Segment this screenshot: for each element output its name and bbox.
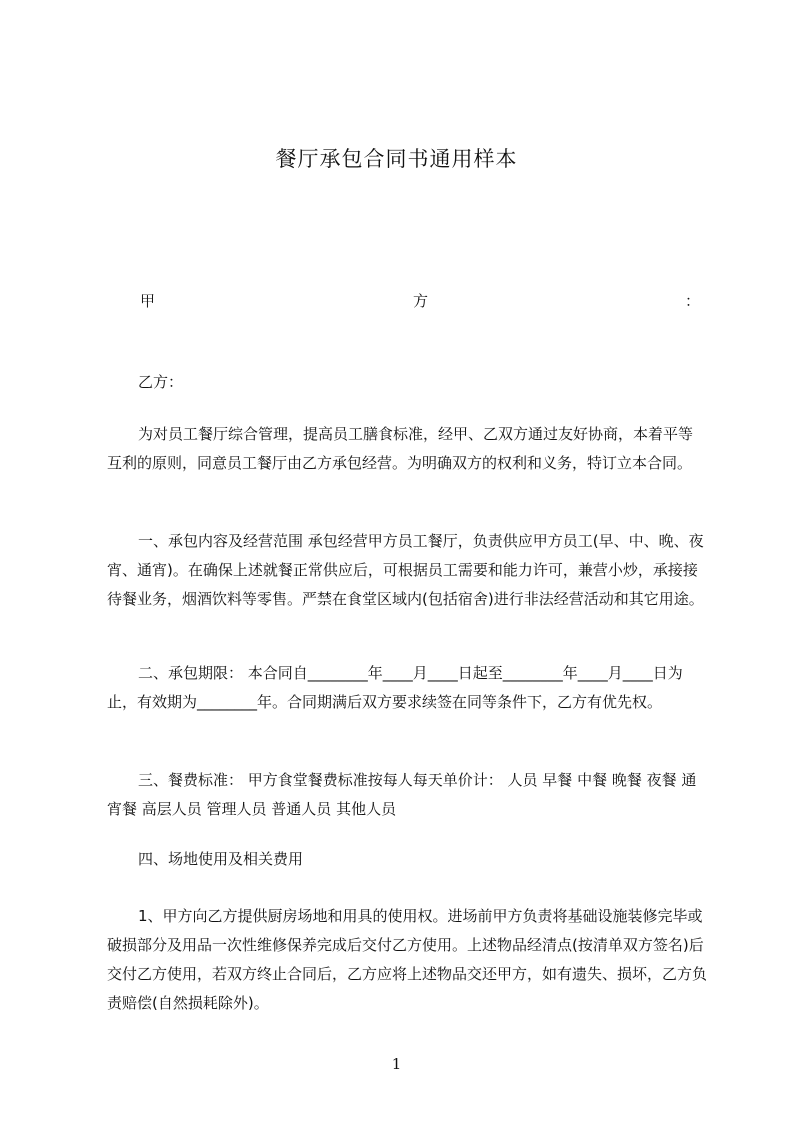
section-4-item-1-paragraph	[107, 902, 707, 1018]
section-4-heading	[107, 845, 707, 874]
intro-text: 为对员工餐厅综合管理，提高员工膳食标准，经甲、乙双方通过友好协商，本着平等互利的原则，同意员工餐厅由乙方承包经营。为明确双方的权利和义务，特订立本合同。	[107, 425, 694, 472]
section-4-heading-text: 四、场地使用及相关费用	[138, 850, 304, 868]
section-3-paragraph	[107, 766, 707, 824]
section-1-paragraph	[107, 527, 707, 614]
section-4-item-1-text: 1、甲方向乙方提供厨房场地和用具的使用权。进场前甲方负责将基础设施装修完毕或破损部分及用品一次性维修保养完成后交付乙方使用。上述物品经清点(按清单双方签名)后交付乙方使用，若双方终止合同后，乙方应将上述物品交还甲方，如有遗失、损坏，乙方负责赔偿(自然损耗除外)。	[107, 907, 708, 1012]
section-3-text: 三、餐费标准： 甲方食堂餐费标准按每人每天单价计： 人员 早餐 中餐 晚餐 夜餐 通宵餐 高层人员 管理人员 普通人员 其他人员	[107, 771, 697, 818]
party-a-char2: 方	[413, 292, 429, 310]
intro-paragraph	[107, 420, 707, 478]
document-title: 餐厅承包合同书通用样本	[275, 147, 518, 171]
party-b-line	[107, 368, 707, 397]
section-2-paragraph	[107, 659, 707, 717]
party-b-label: 乙方：	[138, 373, 184, 391]
section-1-text: 一、承包内容及经营范围 承包经营甲方员工餐厅，负责供应甲方员工(早、中、晚、夜宵、通宵)。在确保上述就餐正常供应后，可根据员工需要和能力许可，兼营小炒，承接接待餐业务，烟酒饮料等零售。严禁在食堂区域内(包括宿舍)进行非法经营活动和其它用途。	[107, 532, 704, 608]
page-number: 1	[391, 1055, 402, 1073]
party-a-char1: 甲	[140, 292, 156, 310]
section-2-text: 二、承包期限： 本合同自________年____月____日起至________年____月____日为止，有效期为________年。合同期满后双方要求续签在同等条件下，乙方有优先权。	[107, 664, 683, 711]
party-a-line	[140, 290, 701, 312]
party-a-colon: ：	[685, 292, 701, 310]
